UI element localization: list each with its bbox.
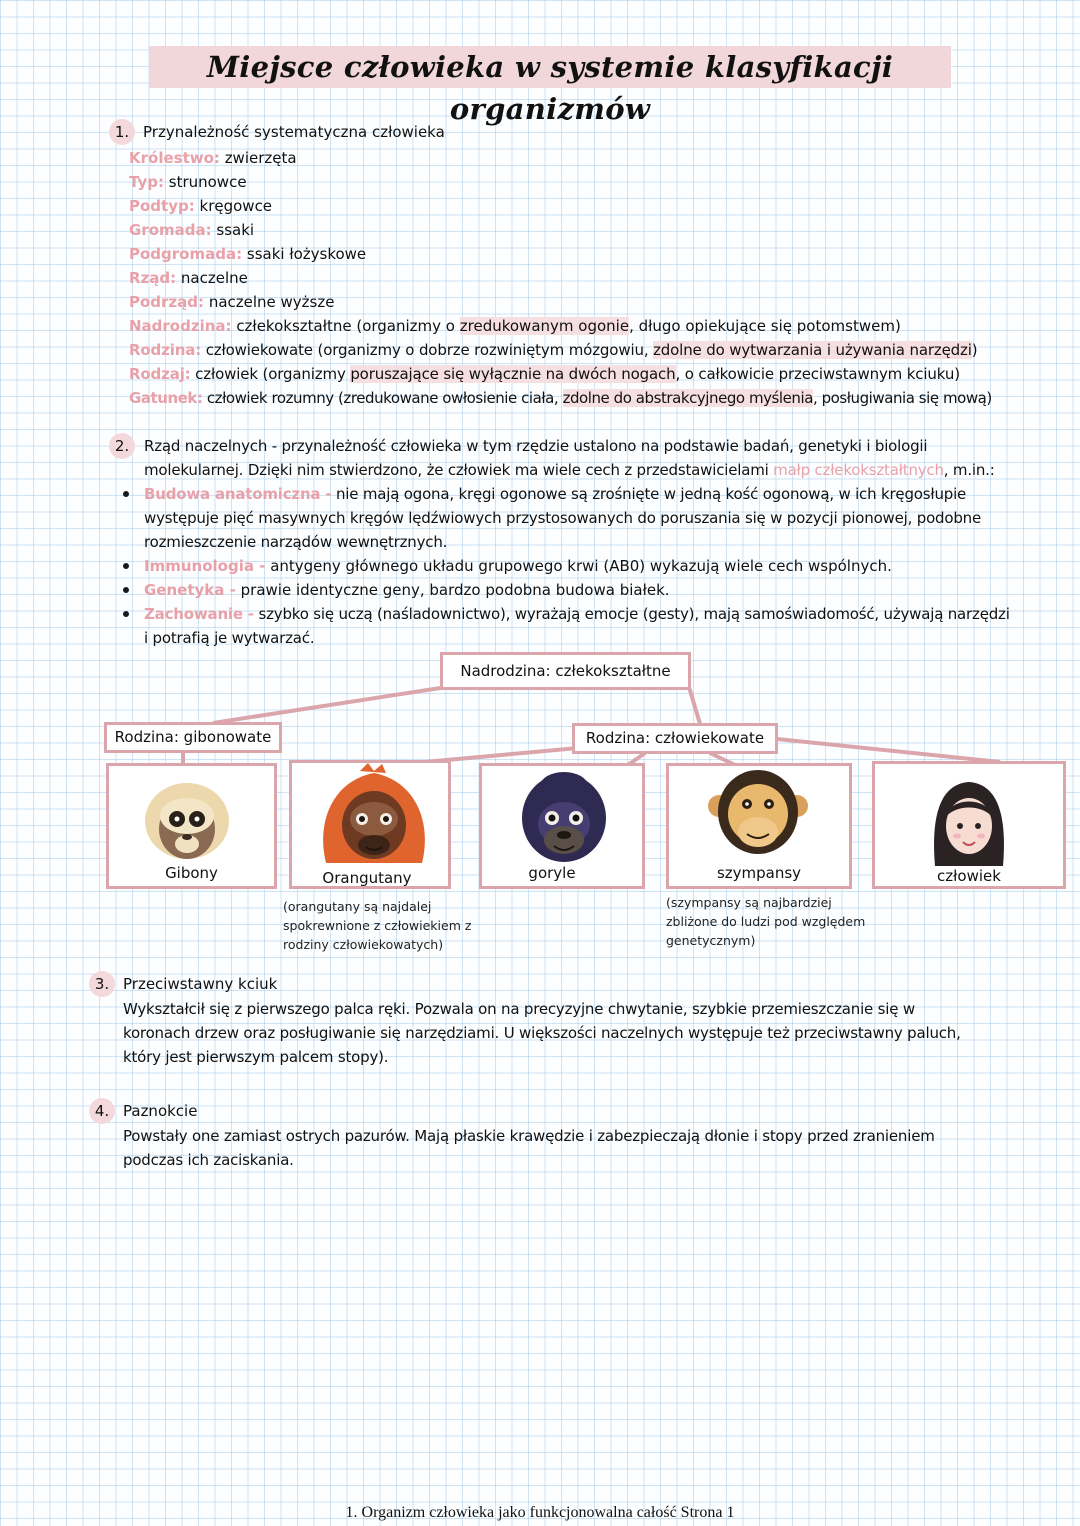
rank-value: człowiekowate (organizmy o dobrze rozwiniętym mózgowiu, [205, 341, 654, 359]
section-2-number: 2. [109, 433, 135, 459]
rank-value-end: ) [971, 341, 978, 359]
body-line: koronach drzew oraz posługiwanie się narzędziami. U większości naczelnych występuje też przeciwstawny paluch, [123, 1024, 961, 1042]
gorilla-face-icon [518, 768, 610, 866]
rank-value: człowiek rozumny (zredukowane owłosienie ciała, [206, 389, 563, 407]
card-gorilla [479, 763, 645, 889]
rank-value: zwierzęta [224, 149, 297, 167]
section-3-number: 3. [89, 971, 115, 997]
highlight: zredukowanym ogonie [459, 317, 630, 335]
card-label: szympansy [716, 864, 802, 882]
card-label: człowiek [937, 867, 1001, 885]
rank-value-end: , o całkowicie przeciwstawnym kciuku) [675, 365, 960, 383]
note-line: (orangutany są najdalej [283, 899, 432, 914]
rank-label: Podtyp: [129, 197, 195, 215]
section-3-heading: Przeciwstawny kciuk [123, 975, 278, 993]
rank-label: Rodzina: [129, 341, 202, 359]
page-title: Miejsce człowieka w systemie klasyfikacji organizmów [149, 46, 951, 88]
note-line: rodziny człowiekowatych) [283, 937, 444, 952]
connector-line [777, 739, 1000, 762]
card-label: Orangutany [322, 869, 412, 887]
family-gibbon-box: Rodzina: gibonowate [104, 722, 282, 753]
rank-value-end: , posługiwania się mową) [812, 389, 992, 407]
highlight: zdolne do wytwarzania i używania narzędzi [653, 341, 972, 359]
family-hominid-box: Rodzina: człowiekowate [572, 723, 778, 754]
card-label: goryle [528, 864, 576, 882]
note-line: spokrewnione z człowiekiem z [283, 918, 472, 933]
body-line: Wykształcił się z pierwszego palca ręki. Pozwala on na precyzyjne chwytanie, szybkie przemieszczanie się w [123, 1000, 915, 1018]
rank-label: Podrząd: [129, 293, 205, 311]
rank-label: Nadrodzina: [129, 317, 232, 335]
section-1-heading: Przynależność systematyczna człowieka [143, 123, 445, 141]
gibbon-face-icon [141, 774, 233, 866]
human-face-icon [929, 778, 1009, 870]
page-footer: 1. Organizm człowieka jako funkcjonowalna całość Strona 1 [345, 1504, 735, 1521]
note-line: (szympansy są najbardziej [666, 895, 832, 910]
bullet-label: Genetyka - [144, 581, 236, 599]
body-line: który jest pierwszym palcem stopy). [123, 1048, 389, 1066]
note-line: genetycznym) [666, 933, 756, 948]
section-4-number: 4. [89, 1098, 115, 1124]
rank-value: człekokształtne (organizmy o [236, 317, 460, 335]
highlight: zdolne do abstrakcyjnego myślenia [562, 389, 813, 407]
connector-line [689, 687, 700, 724]
highlight: poruszające się wyłącznie na dwóch nogach [350, 365, 676, 383]
bullet-text: antygeny głównego układu grupowego krwi (AB0) wykazują wiele cech wspólnych. [270, 557, 892, 575]
bullet-text: i potrafią je wytwarzać. [144, 629, 315, 647]
orangutan-face-icon [312, 763, 436, 867]
bullet-text: rozmieszczenie narządów wewnętrznych. [144, 533, 448, 551]
note-line: zbliżone do ludzi pod względem [666, 914, 866, 929]
rank-label: Gatunek: [129, 389, 203, 407]
highlight-term: małp człekokształtnych [773, 461, 944, 479]
rank-label: Typ: [129, 173, 164, 191]
bullet-text: występuje pięć masywnych kręgów lędźwiowych przystosowanych do poruszania się w pozycji pionowej, podobne [144, 509, 981, 527]
body-line: podczas ich zaciskania. [123, 1151, 294, 1169]
rank-value: człowiek (organizmy [195, 365, 351, 383]
rank-value: ssaki [216, 221, 255, 239]
section-4-heading: Paznokcie [123, 1102, 198, 1120]
rank-value: ssaki łożyskowe [246, 245, 367, 263]
rank-value: kręgowce [199, 197, 273, 215]
card-gibbon [106, 763, 277, 889]
rank-label: Rząd: [129, 269, 177, 287]
rank-value: strunowce [168, 173, 247, 191]
rank-label: Rodzaj: [129, 365, 191, 383]
rank-label: Gromada: [129, 221, 212, 239]
card-orangutan [289, 760, 451, 889]
section-2-line: Rząd naczelnych - przynależność człowieka w tym rzędzie ustalono na podstawie badań, genetyki i biologii [144, 437, 928, 455]
card-human [872, 761, 1066, 889]
rank-value-end: , długo opiekujące się potomstwem) [629, 317, 901, 335]
text-span: , m.in.: [943, 461, 995, 479]
connector-line [213, 687, 447, 723]
section-1-number: 1. [109, 119, 135, 145]
card-label: Gibony [165, 864, 218, 882]
chimpanzee-face-icon [707, 768, 809, 860]
rank-label: Podgromada: [129, 245, 243, 263]
bullet-label: Immunologia - [144, 557, 266, 575]
section-4-body [123, 1124, 935, 1172]
card-chimpanzee [666, 763, 852, 889]
body-line: Powstały one zamiast ostrych pazurów. Mają płaskie krawędzie i zabezpieczają dłonie i stopy przed zranieniem [123, 1127, 935, 1145]
bullet-label: Zachowanie - [144, 605, 254, 623]
superfamily-box: Nadrodzina: człekokształtne [440, 652, 691, 690]
rank-label: Królestwo: [129, 149, 220, 167]
rank-value: naczelne [180, 269, 248, 287]
note-orangutan [283, 897, 471, 954]
bullet-text: prawie identyczne geny, bardzo podobna budowa białek. [240, 581, 670, 599]
bullet-label: Budowa anatomiczna - [144, 485, 332, 503]
text-span: molekularnej. Dzięki nim stwierdzono, że człowiek ma wiele cech z przedstawicielami [144, 461, 774, 479]
bullet-text: nie mają ogona, kręgi ogonowe są zrośnięte w jedną kość ogonową, w ich kręgosłupie [335, 485, 967, 503]
rank-value: naczelne wyższe [208, 293, 335, 311]
bullet-text: szybko się uczą (naśladownictwo), wyrażają emocje (gesty), mają samoświadomość, używają narzędzi [258, 605, 1010, 623]
section-3-body [123, 997, 961, 1069]
note-chimpanzee [666, 893, 865, 950]
